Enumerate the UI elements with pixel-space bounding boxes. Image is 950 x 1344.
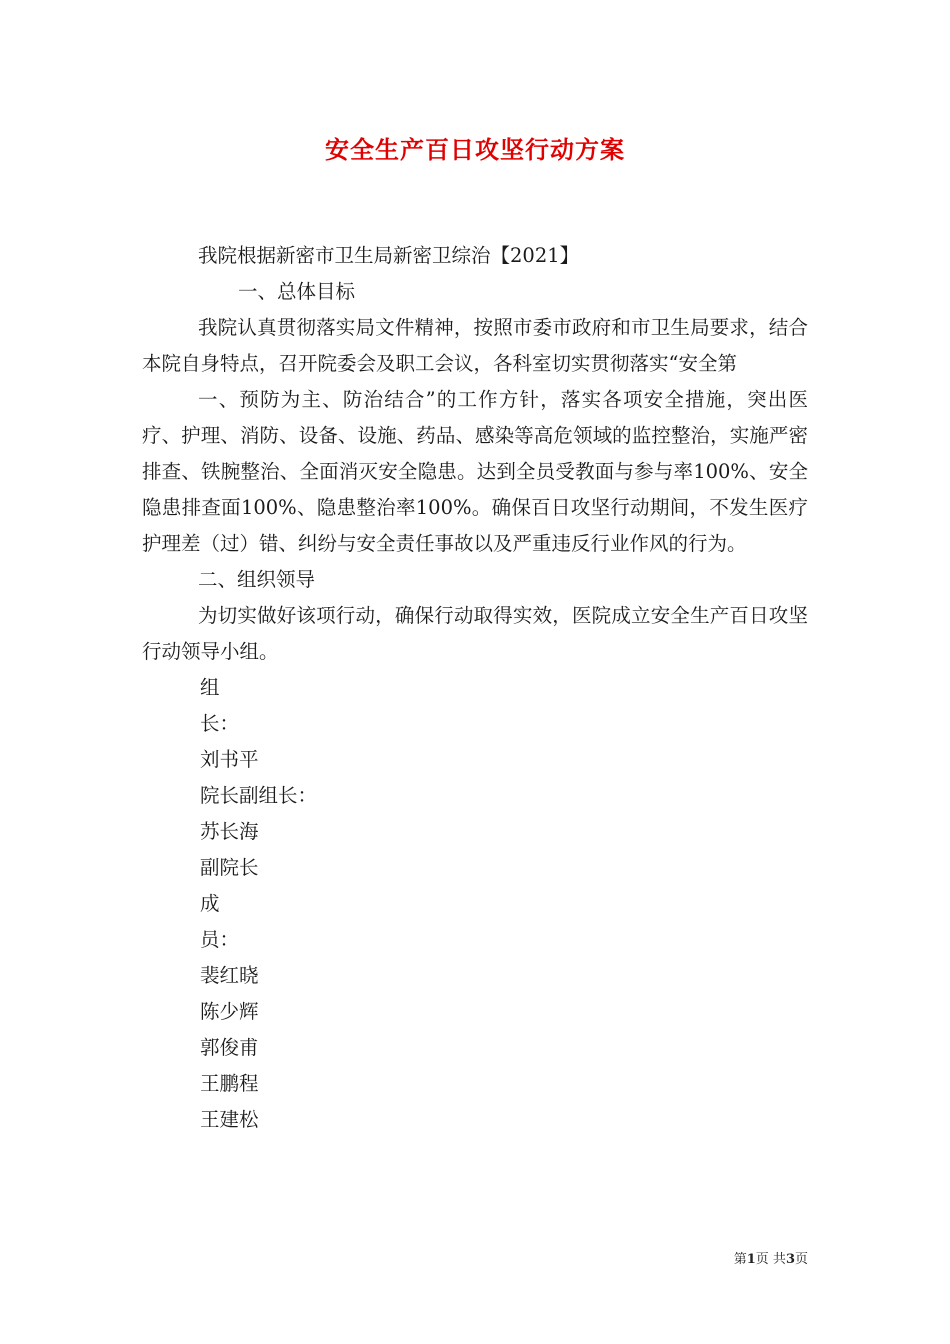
member-line: 刘书平: [200, 748, 259, 771]
document-title: 安全生产百日攻坚行动方案: [325, 135, 625, 164]
footer-total-pages: 3: [785, 1252, 795, 1267]
member-line: 王建松: [200, 1108, 259, 1131]
footer-page-number: 1: [746, 1252, 756, 1267]
member-line: 副院长: [200, 856, 259, 879]
member-line: 郭俊甫: [200, 1036, 259, 1059]
section-heading-goals: 一、总体目标: [238, 280, 356, 303]
paragraph-goals-2: 一、预防为主、防治结合”的工作方针，落实各项安全措施，突出医疗、护理、消防、设备、设施、药品、感染等高危领域的监控整治，实施严密排查、铁腕整治、全面消灭安全隐患。达到全员受教面与参与率100%、安全隐患排查面100%、隐患整治率100%。确保百日攻坚行动期间，不发生医疗护理差（过）错、纠纷与安全责任事故以及严重违反行业作风的行为。: [142, 388, 808, 555]
paragraph-goals-1: 我院认真贯彻落实局文件精神，按照市委市政府和市卫生局要求，结合本院自身特点，召开院委会及职工会议，各科室切实贯彻落实“安全第: [142, 316, 808, 375]
footer-middle: 页 共: [755, 1252, 786, 1267]
member-line: 陈少辉: [200, 1000, 259, 1023]
member-line: 长：: [200, 712, 240, 735]
member-line: 裴红晓: [200, 964, 259, 987]
footer-suffix: 页: [794, 1252, 808, 1267]
footer-prefix: 第: [733, 1252, 747, 1267]
page-footer: [734, 1248, 808, 1267]
document-body: [142, 238, 808, 1138]
paragraph-leadership: 为切实做好该项行动，确保行动取得实效，医院成立安全生产百日攻坚行动领导小组。: [142, 604, 808, 663]
intro-paragraph: 我院根据新密市卫生局新密卫综治【2021】: [198, 244, 580, 267]
member-line: 苏长海: [200, 820, 259, 843]
section-heading-leadership: 二、组织领导: [198, 568, 316, 591]
member-line: 组: [200, 676, 220, 699]
member-line: 成: [200, 892, 220, 915]
member-list: [142, 670, 808, 1138]
member-line: 王鹏程: [200, 1072, 259, 1095]
member-line: 院长副组长：: [200, 784, 318, 807]
member-line: 员：: [200, 928, 240, 951]
